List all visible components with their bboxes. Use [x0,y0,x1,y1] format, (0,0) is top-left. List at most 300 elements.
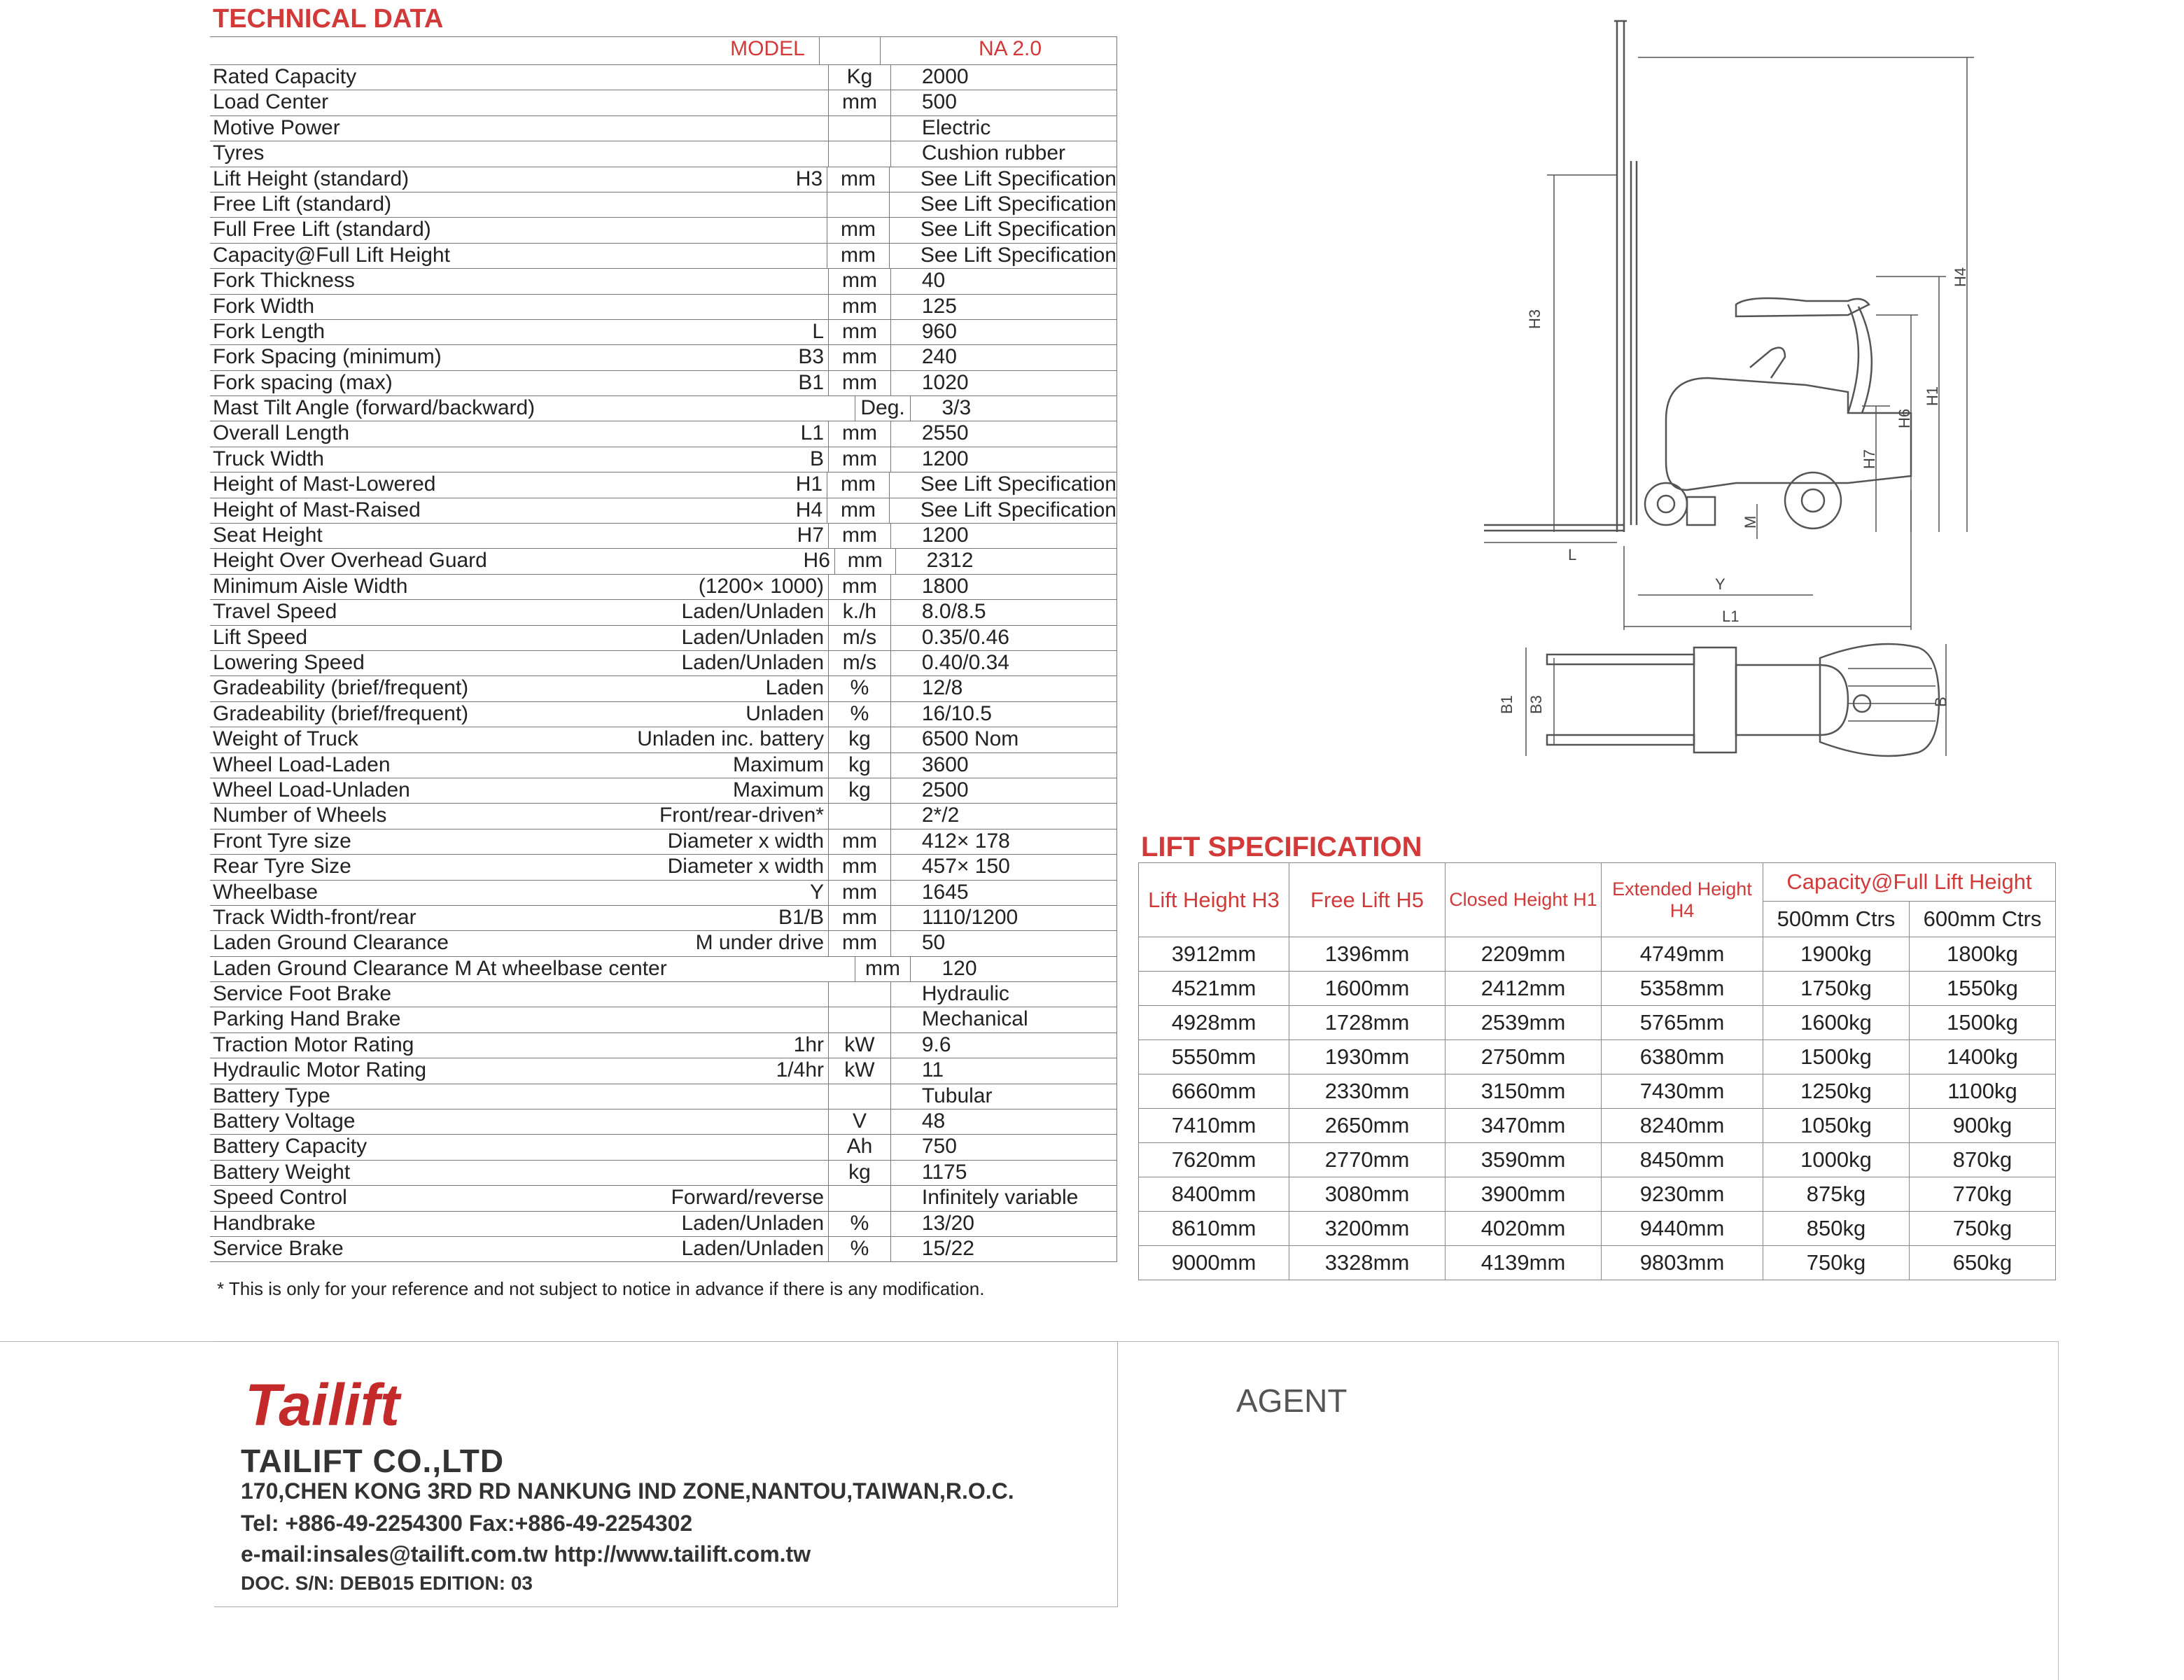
spec-label: Overall Length [213,421,350,445]
spec-row [210,982,1117,1007]
spec-value: See Lift Specification [890,218,1117,242]
spec-unit: kg [829,1161,891,1185]
spec-value: 50 [891,931,1117,955]
spec-condition: 1/4hr [472,1058,829,1083]
spec-row [210,1212,1117,1237]
spec-condition [535,957,855,981]
spec-condition [472,116,829,141]
spec-unit [829,141,891,166]
spec-condition: Laden/Unladen [472,626,829,650]
spec-unit: mm [827,244,890,268]
spec-unit: mm [829,295,891,319]
lift-cell: 3150mm [1446,1074,1602,1109]
spec-row [210,549,1117,574]
spec-label: Battery Weight [213,1160,351,1184]
spec-condition: M under drive [472,931,829,955]
spec-row [210,192,1117,218]
spec-value: 48 [891,1110,1117,1134]
spec-condition: Maximum [472,778,829,803]
lift-cell: 1930mm [1289,1040,1446,1074]
lift-cell: 750kg [1763,1246,1910,1280]
header-capacity: Capacity@Full Lift Height [1763,863,2056,902]
spec-unit [829,116,891,141]
lift-cell: 750kg [1910,1212,2056,1246]
document-number: DOC. S/N: DEB015 EDITION: 03 [241,1572,533,1594]
lift-cell: 3470mm [1446,1109,1602,1143]
spec-row [210,498,1117,524]
spec-condition: Laden/Unladen [472,1237,829,1261]
spec-row [210,371,1117,396]
lift-cell: 1250kg [1763,1074,1910,1109]
spec-condition [472,1007,829,1032]
lift-cell: 1500kg [1763,1040,1910,1074]
spec-unit: mm [827,218,890,242]
spec-unit: mm [829,269,891,293]
spec-value: Mechanical [891,1007,1117,1032]
truck-dimension-drawing [1456,14,2044,770]
spec-label: Full Free Lift (standard) [213,218,431,241]
spec-row [210,65,1117,90]
spec-condition: L1 [472,421,829,446]
header-free-lift: Free Lift H5 [1289,863,1446,937]
spec-condition [472,1084,829,1109]
spec-value: 1110/1200 [891,906,1117,930]
lift-row [1139,1246,2056,1280]
spec-row [210,1110,1117,1135]
spec-row [210,778,1117,804]
spec-value: 0.35/0.46 [891,626,1117,650]
spec-label: Motive Power [213,115,340,139]
spec-unit: mm [829,421,891,446]
spec-condition: B [472,447,829,472]
lift-specification-body [1139,937,2056,1280]
spec-value: 12/8 [891,676,1117,701]
spec-unit [829,1084,891,1109]
spec-label: Wheel Load-Laden [213,752,391,776]
lift-cell: 2770mm [1289,1143,1446,1177]
technical-data-header-row [210,37,1117,65]
spec-unit [829,1007,891,1032]
technical-data-rows [210,65,1117,1262]
spec-label: Free Lift (standard) [213,192,392,216]
spec-unit: Ah [829,1135,891,1159]
spec-row [210,167,1117,192]
spec-value: 2*/2 [891,804,1117,828]
lift-cell: 1600kg [1763,1006,1910,1040]
spec-label: Number of Wheels [213,804,387,827]
spec-value: 1200 [891,524,1117,548]
spec-condition: H6 [487,549,835,573]
spec-row [210,626,1117,651]
spec-row [210,116,1117,141]
spec-label: Fork spacing (max) [213,370,393,394]
spec-condition [472,1135,829,1159]
spec-condition [472,192,827,217]
spec-row [210,244,1117,269]
spec-condition: H3 [472,167,827,192]
spec-row [210,931,1117,956]
spec-row [210,345,1117,370]
lift-cell: 4139mm [1446,1246,1602,1280]
spec-unit: mm [835,549,896,573]
spec-value: Tubular [891,1084,1117,1109]
spec-condition: Diameter x width [472,830,829,854]
lift-row [1139,1040,2056,1074]
spec-unit: m/s [829,651,891,676]
spec-row [210,295,1117,320]
lift-specification-title: LIFT SPECIFICATION [1141,832,1422,862]
lift-cell: 3912mm [1139,937,1289,972]
spec-value: 16/10.5 [891,702,1117,727]
lift-cell: 1600mm [1289,972,1446,1006]
spec-value: 960 [891,320,1117,344]
spec-label: Mast Tilt Angle (forward/backward) [213,396,536,420]
subheader-500: 500mm Ctrs [1763,902,1910,937]
spec-unit: mm [829,371,891,396]
lift-cell: 3080mm [1289,1177,1446,1212]
spec-value: 3600 [891,753,1117,778]
spec-value: 0.40/0.34 [891,651,1117,676]
spec-condition: Laden [472,676,829,701]
spec-value: See Lift Specification [890,167,1117,192]
spec-row [210,651,1117,676]
lift-cell: 1750kg [1763,972,1910,1006]
lift-cell: 3590mm [1446,1143,1602,1177]
agent-label: AGENT [1236,1382,1348,1419]
lift-cell: 4521mm [1139,972,1289,1006]
spec-row [210,1237,1117,1262]
spec-row [210,676,1117,701]
spec-condition [472,65,829,90]
lift-cell: 1000kg [1763,1143,1910,1177]
spec-condition: Unladen inc. battery [472,727,829,752]
spec-condition: Unladen [472,702,829,727]
spec-unit: mm [829,345,891,370]
spec-label: Lift Height (standard) [213,167,410,190]
spec-label: Height of Mast-Raised [213,498,421,522]
spec-row [210,141,1117,167]
spec-unit: mm [829,320,891,344]
spec-value: See Lift Specification [890,498,1117,523]
spec-row [210,1007,1117,1032]
spec-label: Laden Ground Clearance M At wheelbase center [213,956,667,980]
spec-value: Hydraulic [891,982,1117,1007]
spec-value: Cushion rubber [891,141,1117,166]
spec-condition [472,982,829,1007]
spec-value: 9.6 [891,1033,1117,1058]
lift-cell: 2650mm [1289,1109,1446,1143]
spec-value: 1800 [891,575,1117,599]
spec-value: 1200 [891,447,1117,472]
spec-label: Fork Spacing (minimum) [213,345,442,369]
spec-label: Laden Ground Clearance [213,931,449,955]
spec-condition [535,396,855,421]
spec-label: Battery Capacity [213,1135,368,1158]
spec-unit: mm [827,498,890,523]
spec-unit: % [829,676,891,701]
lift-row [1139,937,2056,972]
lift-cell: 1900kg [1763,937,1910,972]
spec-unit: mm [829,447,891,472]
spec-unit: Kg [829,65,891,90]
spec-row [210,1084,1117,1110]
lift-cell: 4020mm [1446,1212,1602,1246]
spec-row [210,1135,1117,1160]
spec-condition: H7 [472,524,829,548]
spec-unit: V [829,1110,891,1134]
spec-value: 1645 [891,881,1117,905]
spec-label: Traction Motor Rating [213,1032,414,1056]
lift-cell: 1050kg [1763,1109,1910,1143]
spec-value: 125 [891,295,1117,319]
dim-label-b3: B3 [1527,695,1545,714]
spec-label: Minimum Aisle Width [213,574,408,598]
spec-condition [472,1161,829,1185]
spec-row [210,1186,1117,1211]
spec-condition: B1/B [472,906,829,930]
spec-value: 6500 Nom [891,727,1117,752]
spec-condition: Y [472,881,829,905]
spec-row [210,90,1117,115]
spec-row [210,269,1117,294]
spec-value: 8.0/8.5 [891,600,1117,624]
lift-cell: 650kg [1910,1246,2056,1280]
lift-cell: 2412mm [1446,972,1602,1006]
lift-header-row [1139,863,2056,902]
spec-label: Lift Speed [213,625,308,649]
spec-label: Wheelbase [213,880,318,904]
spec-unit: % [829,702,891,727]
spec-unit: mm [827,472,890,497]
technical-data-table [210,36,1117,1262]
spec-unit [829,982,891,1007]
spec-unit: kg [829,753,891,778]
spec-label: Service Brake [213,1236,344,1260]
header-extended-height: Extended Height H4 [1602,863,1763,937]
lift-cell: 1550kg [1910,972,2056,1006]
spec-unit: mm [827,167,890,192]
spec-label: Rated Capacity [213,65,357,88]
footnote: * This is only for your reference and not subject to notice in advance if there is any modification. [217,1278,985,1299]
lift-cell: 8450mm [1602,1143,1763,1177]
lift-cell: 850kg [1763,1212,1910,1246]
spec-value: 15/22 [891,1237,1117,1261]
lift-cell: 1396mm [1289,937,1446,972]
spec-row [210,881,1117,906]
spec-label: Gradeability (brief/frequent) [213,676,469,700]
spec-condition [472,218,827,242]
tailift-logo [245,1372,413,1438]
spec-unit [827,192,890,217]
lift-row [1139,1109,2056,1143]
lift-cell: 5358mm [1602,972,1763,1006]
lift-cell: 6660mm [1139,1074,1289,1109]
lift-row [1139,1006,2056,1040]
spec-value: 457× 150 [891,855,1117,879]
spec-condition: Forward/reverse [472,1186,829,1210]
lift-specification-table [1138,862,2056,1280]
spec-label: Hydraulic Motor Rating [213,1058,427,1082]
spec-condition: Laden/Unladen [472,651,829,676]
spec-condition: H4 [472,498,827,523]
top-view [1526,644,1946,756]
spec-label: Rear Tyre Size [213,855,351,878]
spec-condition: Diameter x width [472,855,829,879]
spec-row [210,396,1117,421]
side-view [1484,21,1974,630]
spec-unit: mm [855,957,911,981]
dim-label-h6: H6 [1896,408,1913,428]
company-address: 170,CHEN KONG 3RD RD NANKUNG IND ZONE,NANTOU,TAIWAN,R.O.C. [241,1478,1014,1504]
spec-unit: mm [829,906,891,930]
spec-label: Front Tyre size [213,829,351,853]
spec-unit: kg [829,727,891,752]
spec-value: 11 [891,1058,1117,1083]
lift-cell: 9000mm [1139,1246,1289,1280]
lift-cell: 9440mm [1602,1212,1763,1246]
model-label: MODEL [468,37,820,64]
spec-row [210,472,1117,498]
spec-row [210,1058,1117,1084]
lift-cell: 2750mm [1446,1040,1602,1074]
spec-row [210,524,1117,549]
lift-cell: 5765mm [1602,1006,1763,1040]
spec-condition: L [472,320,829,344]
dim-label-h7: H7 [1861,449,1878,469]
model-value: NA 2.0 [881,37,1117,64]
spec-unit: % [829,1212,891,1236]
spec-condition [472,141,829,166]
spec-label: Service Foot Brake [213,982,392,1006]
lift-cell: 6380mm [1602,1040,1763,1074]
spec-value: See Lift Specification [890,472,1117,497]
lift-cell: 1800kg [1910,937,2056,972]
spec-unit: % [829,1237,891,1261]
spec-condition [472,244,827,268]
spec-row [210,906,1117,931]
lift-cell: 9803mm [1602,1246,1763,1280]
lift-cell: 770kg [1910,1177,2056,1212]
svg-text:Tailift: Tailift [245,1372,400,1438]
dim-label-m: M [1742,515,1759,528]
spec-label: Gradeability (brief/frequent) [213,701,469,725]
spec-unit [829,804,891,828]
spec-condition: Front/rear-driven* [472,804,829,828]
lift-cell: 875kg [1763,1177,1910,1212]
spec-value: 1175 [891,1161,1117,1185]
dim-label-h1: H1 [1924,386,1941,406]
spec-row [210,421,1117,447]
spec-label: Capacity@Full Lift Height [213,243,450,267]
lift-cell: 2539mm [1446,1006,1602,1040]
dim-label-l1: L1 [1722,608,1740,625]
spec-value: 3/3 [911,396,1117,421]
spec-value: Electric [891,116,1117,141]
spec-value: 1020 [891,371,1117,396]
lift-row [1139,1074,2056,1109]
spec-value: 412× 178 [891,830,1117,854]
spec-value: Infinitely variable [891,1186,1117,1210]
spec-label: Track Width-front/rear [213,905,416,929]
spec-row [210,753,1117,778]
spec-row [210,702,1117,727]
lift-cell: 900kg [1910,1109,2056,1143]
spec-label: Weight of Truck [213,727,358,751]
lift-cell: 2209mm [1446,937,1602,972]
spec-label: Wheel Load-Unladen [213,778,410,802]
spec-value: See Lift Specification [890,244,1117,268]
spec-row [210,218,1117,243]
spec-unit [829,1186,891,1210]
spec-condition: 1hr [472,1033,829,1058]
lift-cell: 1728mm [1289,1006,1446,1040]
dim-label-h4: H4 [1952,267,1969,287]
spec-row [210,830,1117,855]
spec-label: Truck Width [213,447,324,470]
spec-unit: mm [829,931,891,955]
spec-condition: (1200× 1000) [472,575,829,599]
lift-cell: 8610mm [1139,1212,1289,1246]
spec-condition: Laden/Unladen [472,600,829,624]
spec-condition: H1 [472,472,827,497]
lift-row [1139,1143,2056,1177]
spec-row [210,1033,1117,1058]
lift-cell: 1100kg [1910,1074,2056,1109]
lift-cell: 3900mm [1446,1177,1602,1212]
spec-condition: Laden/Unladen [472,1212,829,1236]
spec-unit: mm [829,881,891,905]
spec-unit: mm [829,830,891,854]
spec-value: 2000 [891,65,1117,90]
company-email-web: e-mail:insales@tailift.com.tw http://www.tailift.com.tw [241,1541,811,1567]
lift-cell: 9230mm [1602,1177,1763,1212]
spec-condition [472,1110,829,1134]
lift-cell: 1500kg [1910,1006,2056,1040]
spec-row [210,1161,1117,1186]
spec-value: 500 [891,90,1117,115]
lift-row [1139,1212,2056,1246]
spec-unit: mm [829,575,891,599]
technical-data-title: TECHNICAL DATA [213,4,444,34]
spec-label: Fork Width [213,294,315,318]
spec-unit: mm [829,855,891,879]
dim-label-h3: H3 [1526,309,1544,329]
dim-label-y: Y [1715,575,1726,593]
lift-cell: 4749mm [1602,937,1763,972]
spec-condition [472,295,829,319]
subheader-600: 600mm Ctrs [1910,902,2056,937]
spec-label: Travel Speed [213,600,337,624]
lift-cell: 3200mm [1289,1212,1446,1246]
lift-cell: 5550mm [1139,1040,1289,1074]
spec-value: 2312 [896,549,1117,573]
header-lift-height: Lift Height H3 [1139,863,1289,937]
spec-label: Parking Hand Brake [213,1007,401,1031]
spec-row [210,600,1117,625]
spec-condition [472,90,829,115]
lift-row [1139,972,2056,1006]
header-closed-height: Closed Height H1 [1446,863,1602,937]
lift-cell: 2330mm [1289,1074,1446,1109]
spec-unit: Deg. [855,396,911,421]
lift-cell: 1400kg [1910,1040,2056,1074]
spec-unit: mm [829,90,891,115]
spec-unit: kg [829,778,891,803]
dim-label-l: L [1568,546,1577,564]
lift-row [1139,1177,2056,1212]
spec-label: Height of Mast-Lowered [213,472,436,496]
spec-row [210,575,1117,600]
